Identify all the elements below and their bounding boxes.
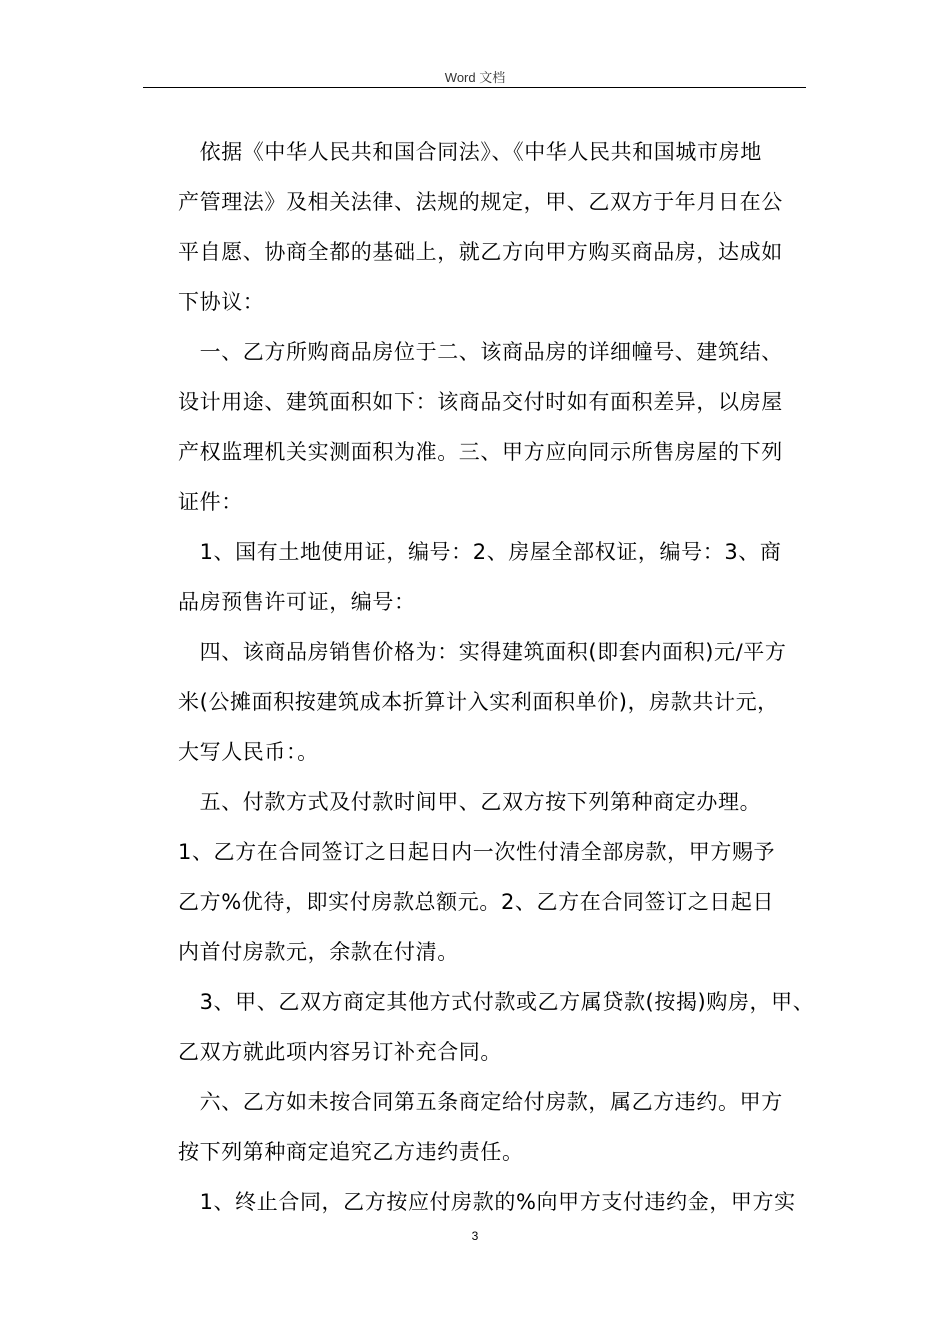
text-line: 品房预售许可证，编号： — [178, 590, 416, 614]
text-line: 乙方%优待，即实付房款总额元。2、乙方在合同签订之日起日 — [178, 890, 775, 914]
text-line: 产管理法》及相关法律、法规的规定，甲、乙双方于年月日在公 — [178, 190, 783, 214]
text-line: 1、国有土地使用证，编号：2、房屋全部权证，编号：3、商 — [178, 540, 782, 564]
text-line: 四、该商品房销售价格为：实得建筑面积(即套内面积)元/平方 — [178, 640, 787, 664]
text-line: 依据《中华人民共和国合同法》、《中华人民共和国城市房地 — [178, 140, 762, 164]
text-line: 乙双方就此项内容另订补充合同。 — [178, 1040, 502, 1064]
header-divider — [143, 87, 806, 88]
page-header-label: Word 文档 — [444, 70, 506, 85]
text-line: 设计用途、建筑面积如下：该商品交付时如有面积差异，以房屋 — [178, 390, 783, 414]
text-line: 米(公摊面积按建筑成本折算计入实利面积单价)，房款共计元， — [178, 690, 779, 714]
text-line: 一、乙方所购商品房位于二、该商品房的详细幢号、建筑结、 — [178, 340, 783, 364]
text-line: 内首付房款元，余款在付清。 — [178, 940, 459, 964]
text-line: 证件： — [178, 490, 243, 514]
page-number: 3 — [471, 1229, 479, 1243]
text-line: 产权监理机关实测面积为准。三、甲方应向同示所售房屋的下列 — [178, 440, 783, 464]
text-line: 平自愿、协商全都的基础上，就乙方向甲方购买商品房，达成如 — [178, 240, 783, 264]
text-line: 1、乙方在合同签订之日起日内一次性付清全部房款，甲方赐予 — [178, 840, 776, 864]
text-line: 五、付款方式及付款时间甲、乙双方按下列第种商定办理。 — [178, 790, 762, 814]
text-line: 按下列第种商定追究乙方违约责任。 — [178, 1140, 524, 1164]
text-line: 大写人民币：。 — [178, 740, 319, 764]
text-line: 1、终止合同，乙方按应付房款的%向甲方支付违约金，甲方实 — [178, 1190, 796, 1214]
text-line: 下协议： — [178, 290, 265, 314]
document-body — [178, 127, 818, 1227]
text-line: 六、乙方如未按合同第五条商定给付房款，属乙方违约。甲方 — [178, 1090, 783, 1114]
text-line: 3、甲、乙双方商定其他方式付款或乙方属贷款(按揭)购房，甲、 — [178, 990, 815, 1014]
